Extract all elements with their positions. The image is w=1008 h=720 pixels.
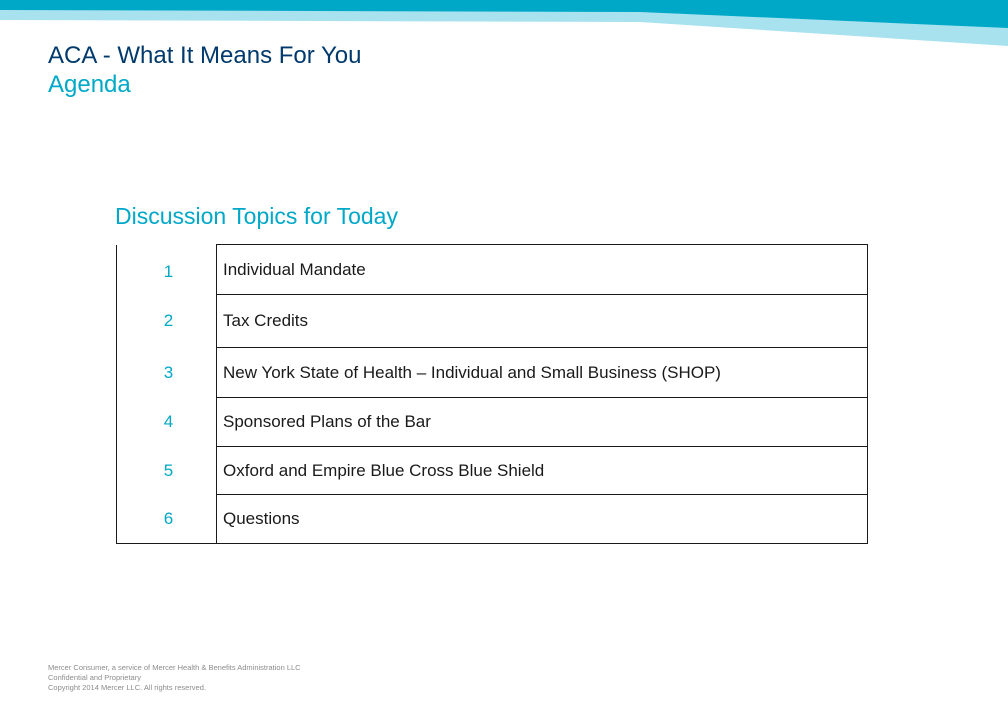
- slide-subtitle: Agenda: [48, 71, 131, 98]
- agenda-number: 3: [117, 348, 217, 398]
- agenda-row: [117, 447, 868, 495]
- slide-title: ACA - What It Means For You: [48, 42, 362, 69]
- footer-company-line: Mercer Consumer, a service of Mercer Health & Benefits Administration LLC: [48, 663, 301, 672]
- agenda-row: [117, 245, 868, 295]
- footer: [48, 663, 301, 693]
- agenda-table: [116, 244, 868, 544]
- agenda-number: 4: [117, 398, 217, 447]
- agenda-row: [117, 398, 868, 447]
- agenda-topic: Oxford and Empire Blue Cross Blue Shield: [217, 447, 868, 495]
- footer-confidential-line: Confidential and Proprietary: [48, 673, 141, 682]
- agenda-number: 1: [117, 245, 217, 295]
- footer-copyright-line: Copyright 2014 Mercer LLC. All rights reserved.: [48, 683, 206, 692]
- agenda-row: [117, 295, 868, 348]
- agenda-topic: Tax Credits: [217, 295, 868, 348]
- agenda-topic: New York State of Health – Individual and Small Business (SHOP): [217, 348, 868, 398]
- agenda-topic: Individual Mandate: [217, 245, 868, 295]
- agenda-number: 6: [117, 495, 217, 544]
- agenda-topic: Sponsored Plans of the Bar: [217, 398, 868, 447]
- agenda-number: 2: [117, 295, 217, 348]
- section-heading: Discussion Topics for Today: [115, 203, 398, 229]
- agenda-topic: Questions: [217, 495, 868, 544]
- agenda-row: [117, 495, 868, 544]
- agenda-number: 5: [117, 447, 217, 495]
- agenda-row: [117, 348, 868, 398]
